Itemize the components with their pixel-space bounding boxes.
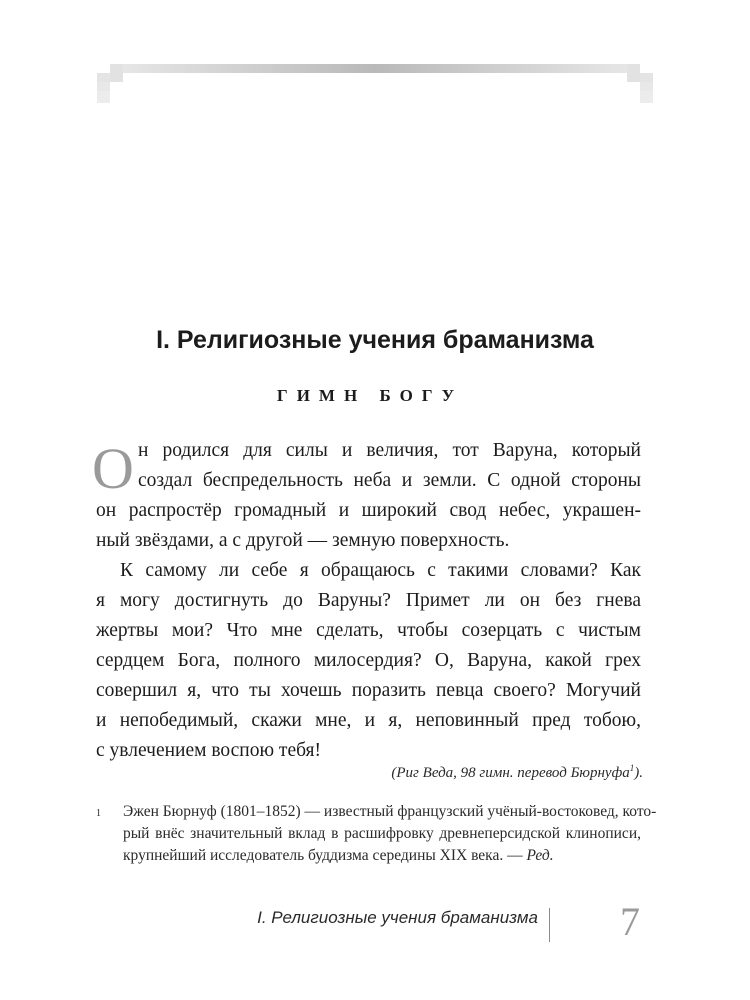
paragraph-1 <box>92 436 641 556</box>
paragraph-line: он распростёр громадный и широкий свод небес, украшен- <box>96 500 641 521</box>
paragraph-2 <box>96 556 641 766</box>
footnote-line: Эжен Бюрнуф (1801–1852) — известный французский учёный-востоковед, кото- <box>123 803 657 820</box>
header-ornament <box>0 0 750 120</box>
paragraph-line: и непобедимый, скажи мне, и я, неповинный пред тобою, <box>96 710 641 731</box>
footnote-line: рый внёс значительный вклад в расшифровку древнеперсидской клинописи, <box>123 825 641 842</box>
paragraph-line: с увлечением воспою тебя! <box>96 740 322 761</box>
footer-divider <box>549 908 550 942</box>
footnote-reference[interactable]: 1 <box>629 763 635 773</box>
source-text: (Риг Веда, 98 гимн. перевод Бюрнуфа <box>391 765 630 781</box>
paragraph-line: совершил я, что ты хочешь поразить певца своего? Могучий <box>96 680 641 701</box>
paragraph-line: К самому ли себе я обращаюсь с такими словами? Как <box>120 560 641 581</box>
paragraph-line: создал беспредельность неба и земли. С одной стороны <box>138 470 641 491</box>
paragraph-line: н родился для силы и величия, тот Варуна, который <box>138 440 641 461</box>
footnote <box>123 801 657 867</box>
chapter-title: I. Религиозные учения браманизма <box>156 326 594 354</box>
section-subtitle: ГИМН БОГУ <box>276 386 464 405</box>
footnote-mark: 1 <box>96 808 101 819</box>
paragraph-line: ный звёздами, а с другой — земную поверхность. <box>96 530 510 551</box>
source-citation <box>391 765 643 782</box>
footnote-line-text: крупнейший исследователь буддизма середины XIX века. — <box>123 847 523 864</box>
page-number: 7 <box>620 899 640 944</box>
drop-cap: О <box>92 436 134 501</box>
running-footer-title: I. Религиозные учения браманизма <box>257 908 538 927</box>
paragraph-line: жертвы мои? Что мне сделать, чтобы созерцать с чистым <box>96 620 641 641</box>
footnote-line <box>123 845 641 867</box>
editor-note: Ред. <box>526 847 554 864</box>
paragraph-line: сердцем Бога, полного милосердия? О, Варуна, какой грех <box>96 650 641 671</box>
paragraph-line: я могу достигнуть до Варуны? Примет ли он без гнева <box>96 590 641 611</box>
source-close: ). <box>634 765 643 781</box>
